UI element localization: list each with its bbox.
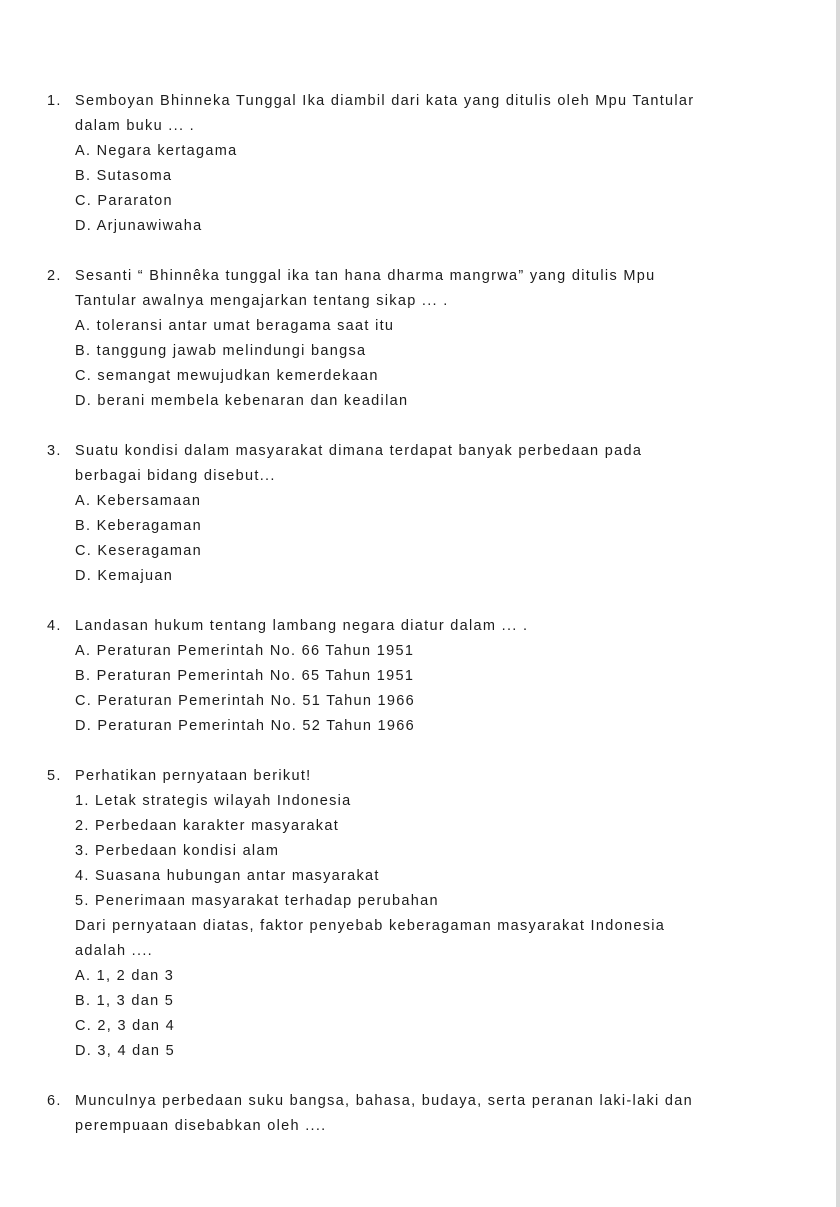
- answer-option-d: D. Kemajuan: [75, 568, 174, 584]
- answer-option-c: C. Peraturan Pemerintah No. 51 Tahun 1966: [75, 693, 415, 709]
- answer-option-a: A. toleransi antar umat beragama saat itu: [75, 318, 395, 334]
- question-text: Perhatikan pernyataan berikut!: [75, 768, 312, 784]
- question-6: [47, 1089, 807, 1139]
- question-text: Munculnya perbedaan suku bangsa, bahasa, budaya, serta peranan laki-laki dan: [75, 1093, 693, 1109]
- answer-option-d: D. berani membela kebenaran dan keadilan: [75, 393, 409, 409]
- question-prompt-line: Dari pernyataan diatas, faktor penyebab keberagaman masyarakat Indonesia: [75, 918, 666, 934]
- statement-item: 2. Perbedaan karakter masyarakat: [75, 818, 340, 834]
- answer-option-c: C. semangat mewujudkan kemerdekaan: [75, 368, 379, 384]
- question-stem-line: [47, 1089, 807, 1114]
- question-number: 6.: [47, 1093, 62, 1109]
- question-number: 3.: [47, 443, 62, 459]
- question-text-continuation: berbagai bidang disebut...: [75, 468, 276, 484]
- question-stem-line: [47, 89, 807, 114]
- answer-option-b: B. Peraturan Pemerintah No. 65 Tahun 1951: [75, 668, 415, 684]
- answer-option-c: C. Keseragaman: [75, 543, 203, 559]
- answer-option-d: D. Arjunawiwaha: [75, 218, 203, 234]
- question-number: 1.: [47, 93, 62, 109]
- question-text: Sesanti “ Bhinnêka tunggal ika tan hana dharma mangrwa” yang ditulis Mpu: [75, 268, 656, 284]
- statement-item: 3. Perbedaan kondisi alam: [75, 843, 280, 859]
- question-3: [47, 439, 807, 589]
- statement-item: 4. Suasana hubungan antar masyarakat: [75, 868, 380, 884]
- question-list: [47, 89, 807, 1164]
- answer-option-c: C. Pararaton: [75, 193, 173, 209]
- question-stem-line: [47, 764, 807, 789]
- question-2: [47, 264, 807, 414]
- answer-option-a: A. 1, 2 dan 3: [75, 968, 175, 984]
- question-text-continuation: Tantular awalnya mengajarkan tentang sikap ... .: [75, 293, 449, 309]
- answer-option-b: B. tanggung jawab melindungi bangsa: [75, 343, 367, 359]
- answer-option-b: B. Keberagaman: [75, 518, 203, 534]
- question-text-continuation: dalam buku ... .: [75, 118, 195, 134]
- question-4: [47, 614, 807, 739]
- answer-option-a: A. Kebersamaan: [75, 493, 202, 509]
- answer-option-a: A. Peraturan Pemerintah No. 66 Tahun 1951: [75, 643, 415, 659]
- question-number: 2.: [47, 268, 62, 284]
- question-text-continuation: perempuaan disebabkan oleh ....: [75, 1118, 327, 1134]
- question-number: 5.: [47, 768, 62, 784]
- page-edge: [836, 0, 840, 1207]
- question-text: Semboyan Bhinneka Tunggal Ika diambil dari kata yang ditulis oleh Mpu Tantular: [75, 93, 695, 109]
- question-stem-line: [47, 439, 807, 464]
- question-stem-line: [47, 614, 807, 639]
- answer-option-a: A. Negara kertagama: [75, 143, 238, 159]
- question-text: Landasan hukum tentang lambang negara diatur dalam ... .: [75, 618, 529, 634]
- answer-option-d: D. 3, 4 dan 5: [75, 1043, 175, 1059]
- answer-option-b: B. 1, 3 dan 5: [75, 993, 175, 1009]
- answer-option-c: C. 2, 3 dan 4: [75, 1018, 175, 1034]
- question-prompt-line: adalah ....: [75, 943, 153, 959]
- statement-item: 1. Letak strategis wilayah Indonesia: [75, 793, 352, 809]
- statement-item: 5. Penerimaan masyarakat terhadap perubahan: [75, 893, 439, 909]
- question-1: [47, 89, 807, 239]
- question-5: [47, 764, 807, 1064]
- question-text: Suatu kondisi dalam masyarakat dimana terdapat banyak perbedaan pada: [75, 443, 643, 459]
- answer-option-d: D. Peraturan Pemerintah No. 52 Tahun 1966: [75, 718, 415, 734]
- question-stem-line: [47, 264, 807, 289]
- answer-option-b: B. Sutasoma: [75, 168, 173, 184]
- question-number: 4.: [47, 618, 62, 634]
